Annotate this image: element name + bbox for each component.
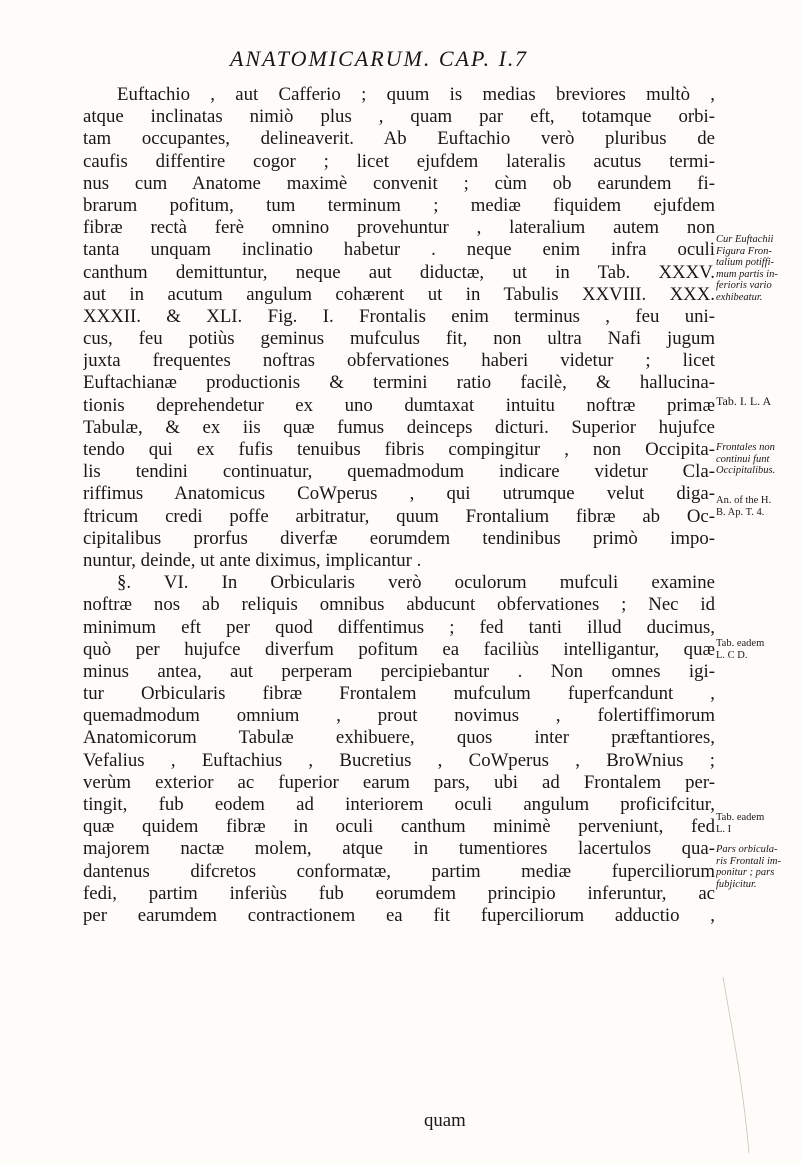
margin-note-line: ris Frontali im- (716, 855, 781, 867)
text-line: Euftachio , aut Cafferio ; quum is medias breviores multò , (117, 84, 715, 105)
margin-note-line: Tab. eadem (716, 812, 765, 823)
text-line: fibræ rectà ferè omnino provehuntur , lateralium autem non (83, 217, 715, 239)
text-line: tingit, fub eodem ad interiorem oculi angulum proficifcitur, (83, 794, 715, 815)
margin-note-line: fubjicitur. (716, 878, 757, 890)
text-line: quemadmodum omnium , prout novimus , folertiffimorum (83, 705, 715, 727)
margin-note-line: exhibeatur. (716, 291, 763, 303)
text-line: noftræ nos ab reliquis omnibus abducunt obfervationes ; Nec id (83, 594, 715, 616)
text-line: fedi, partim inferiùs fub eorumdem principio inferuntur, ac (83, 882, 715, 904)
text-line: verùm exterior ac fuperior earum pars, ubi ad Frontalem per- (83, 771, 715, 793)
section-heading-line: §. VI. In Orbicularis verò oculorum mufculi examine (117, 572, 715, 594)
text-line: riffimus Anatomicus CoWperus , qui utrumque velut diga- (83, 483, 715, 505)
text-line: atque inclinatas nimiò plus , quam par eft, totamque orbi- (83, 106, 715, 128)
margin-note-line: Figura Fron- (716, 245, 772, 257)
running-head: ANATOMICARUM. CAP. I. (230, 46, 516, 71)
margin-note-line: ferioris vario (716, 280, 772, 291)
text-line: tionis deprehendetur ex uno dumtaxat intuitu noftræ primæ (83, 394, 715, 416)
text-line: cus, feu potiùs geminus mufculus fit, non ultra Nafi jugum (83, 328, 715, 350)
body-text (83, 84, 715, 927)
margin-note-tab-eadem-cd (716, 638, 798, 661)
text-line: canthum demittuntur, neque aut diductæ, ut in Tab. XXXV. (83, 261, 715, 283)
margin-note-line: Tab. I. L. A (716, 396, 772, 408)
margin-note-line: Cur Euftachii (716, 234, 774, 245)
margin-note-frontales (716, 442, 798, 477)
text-line: lis tendini continuatur, quemadmodum indicare videtur Cla- (83, 461, 715, 483)
text-line: dantenus difcretos conformatæ, partim mediæ fuperciliorum (83, 860, 715, 882)
margin-note-line: mum partis in- (716, 268, 778, 280)
text-line: Vefalius , Euftachius , Bucretius , CoWperus , BroWnius ; (83, 749, 715, 771)
text-line: quæ quidem fibræ in oculi canthum minimè perveniunt, fed (83, 816, 715, 838)
text-line: tam occupantes, delineaverit. Ab Euftachio verò pluribus de (83, 128, 715, 150)
text-line: caufis diffentire cogor ; licet ejufdem lateralis acutus termi- (83, 150, 715, 172)
margin-note-line: Tab. eadem (716, 638, 765, 649)
margin-note-line: An. of the H. (716, 495, 772, 506)
text-line: ftricum credi poffe arbitratur, quum Frontalium fibræ ab Oc- (83, 505, 715, 527)
margin-note-line: L. I (716, 823, 732, 835)
text-line: majorem nactæ molem, atque in tumentiores lacertulos qua- (83, 838, 715, 860)
text-line: juxta frequentes noftras obfervationes haberi videtur ; licet (83, 350, 715, 372)
text-line: nuntur, deinde, ut ante diximus, implicantur . (83, 549, 422, 571)
text-line: per earumdem contractionem ea fit fuperciliorum adductio , (83, 904, 715, 926)
text-line: tur Orbicularis fibræ Frontalem mufculum fuperfcandunt , (83, 683, 715, 705)
text-line: brarum pofitum, tum terminum ; mediæ fiquidem ejufdem (83, 194, 715, 216)
text-line: nus cum Anatome maximè convenit ; cùm ob earundem fi- (83, 172, 715, 194)
text-line: quò per hujufce diverfum pofitum ea faciliùs intelligantur, quæ (83, 638, 715, 660)
margin-note-line: B. Ap. T. 4. (716, 506, 765, 518)
catchword: quam (424, 1110, 466, 1131)
margin-note-tab-eadem-i (716, 812, 798, 835)
paper-scratch-mark (715, 975, 755, 1155)
margin-note-pars-orbicularis (716, 844, 798, 890)
text-line: minus antea, aut perperam percipiebantur . Non omnes igi- (83, 660, 715, 682)
margin-note-tab-1 (716, 396, 798, 408)
text-line: minimum eft per quod diffentimus ; fed tanti illud ducimus, (83, 616, 715, 638)
page-number: 7 (515, 46, 526, 71)
text-line: Anatomicorum Tabulæ exhibuere, quos inter præftantiores, (83, 727, 715, 749)
margin-note-cur-eustachii (716, 234, 798, 303)
text-line: cipitalibus prorfus diverfæ eorumdem tendinibus primò impo- (83, 527, 715, 549)
margin-note-line: talium potiffi- (716, 257, 775, 268)
text-line: Tabulæ, & ex iis quæ fumus deinceps dicturi. Superior hujufce (83, 416, 715, 438)
margin-note-line: L. C D. (716, 649, 748, 661)
text-line: XXXII. & XLI. Fig. I. Frontalis enim terminus , feu uni- (83, 305, 715, 327)
margin-note-line: ponitur ; pars (716, 867, 775, 878)
text-line: aut in acutum angulum cohærent ut in Tabulis XXVIII. XXX. (83, 283, 715, 305)
margin-note-line: continui funt (716, 453, 770, 465)
margin-note-anatomy-ref (716, 495, 798, 518)
text-line: tendo qui ex fufis tenuibus fibris compingitur , non Occipita- (83, 439, 715, 460)
margin-note-line: Pars orbicula- (716, 844, 778, 855)
margin-note-line: Frontales non (716, 442, 775, 453)
margin-note-line: Occipitalibus. (716, 465, 776, 476)
text-line: tanta unquam inclinatio habetur . neque enim infra oculi (83, 239, 715, 261)
text-line: Euftachianæ productionis & termini ratio facilè, & hallucina- (83, 372, 715, 394)
